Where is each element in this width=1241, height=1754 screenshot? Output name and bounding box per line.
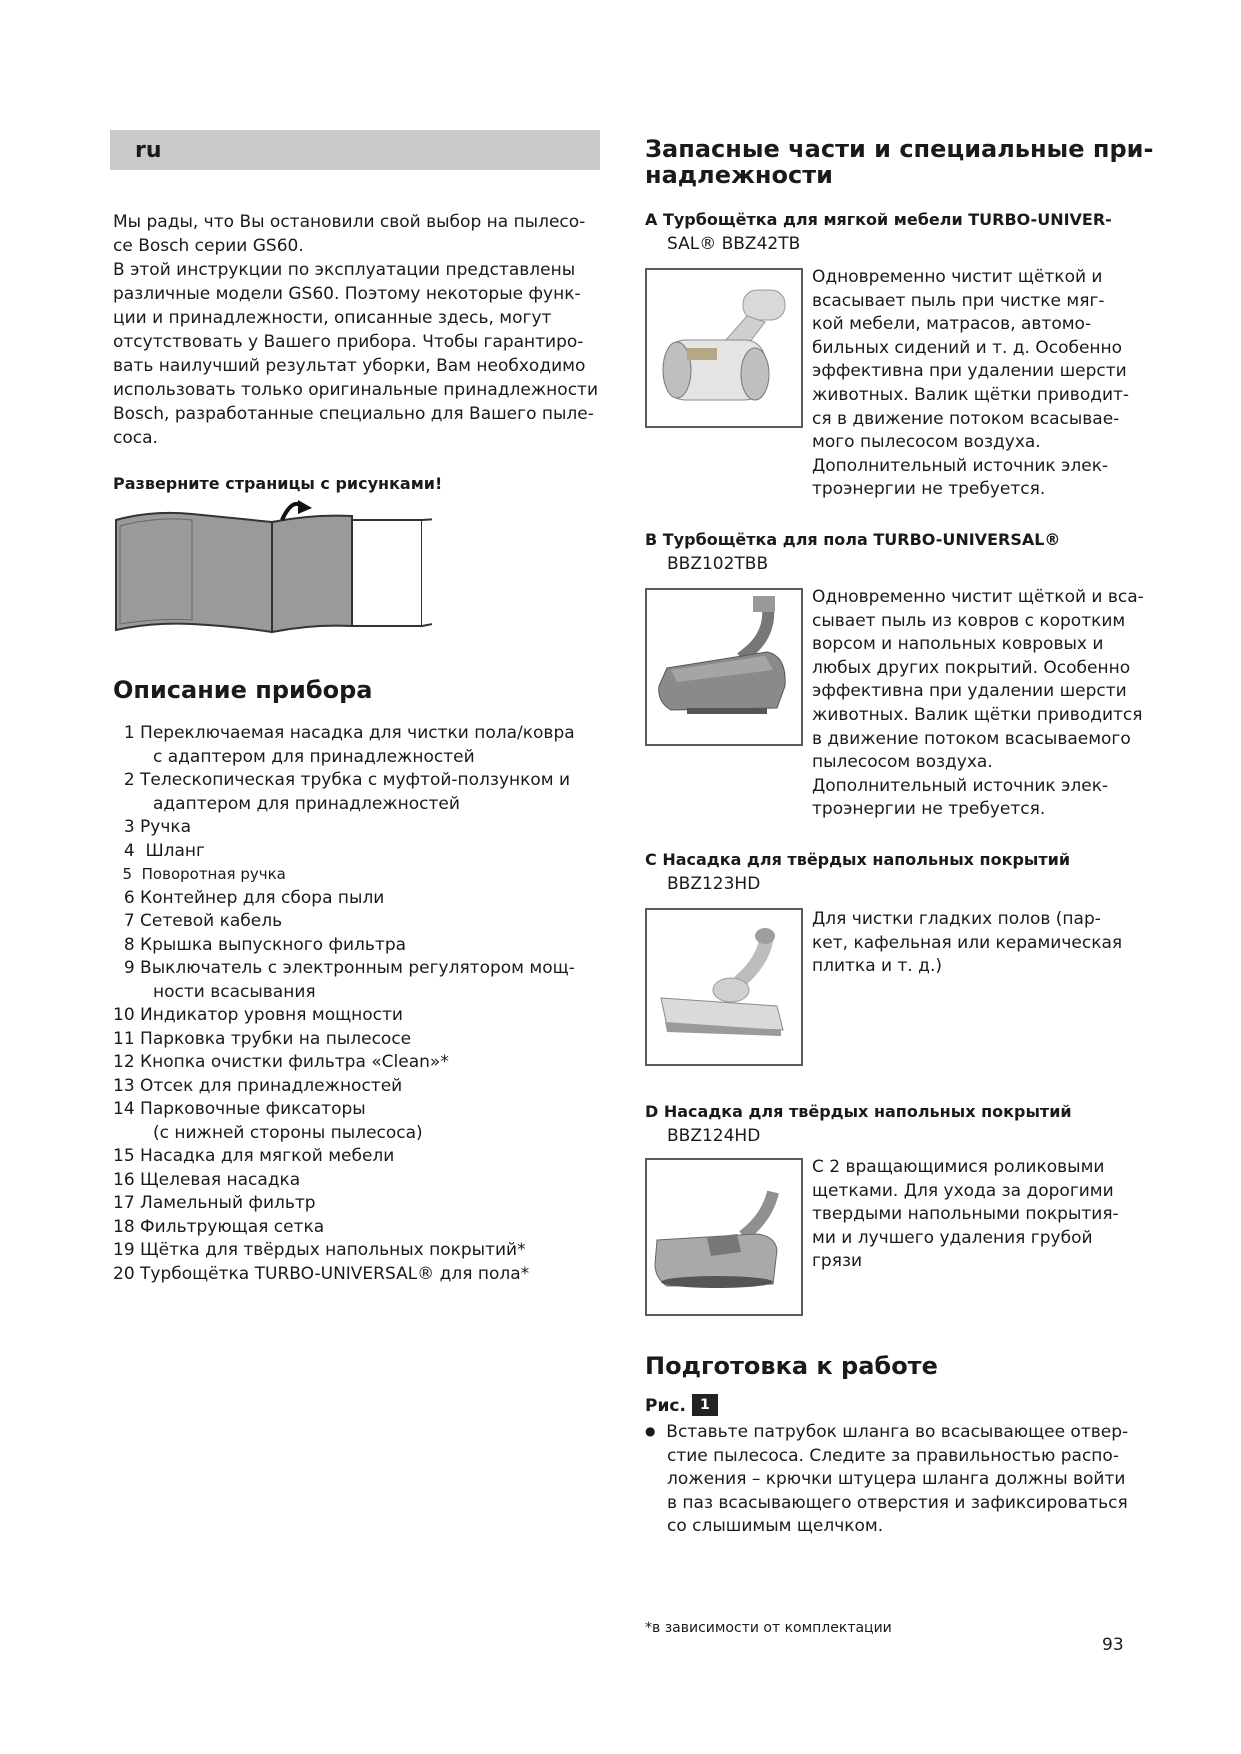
- list-item-continuation: ности всасывания: [153, 981, 316, 1002]
- list-item: 9 Выключатель с электронным регулятором мощ-: [123, 958, 575, 978]
- spare-part-a-heading: [645, 208, 1112, 256]
- intro-line: использовать только оригинальные принадлежности: [113, 380, 598, 400]
- turbo-brush-upholstery-image: [645, 268, 803, 428]
- intro-line: отсутствовать у Вашего прибора. Чтобы гарантиро-: [113, 332, 584, 352]
- list-item: 17 Ламельный фильтр: [113, 1193, 316, 1213]
- spare-part-c-heading: [645, 848, 1070, 896]
- spare-part-model: BBZ123HD: [667, 874, 761, 894]
- spare-part-b-description: Одновременно чистит щёткой и вса- сывает пыль из ковров с коротким ворсом и напольных ковровых и любых других покрытий. Особенно эффективна при удалении шерсти животных. Валик щётки приводится в движение потоком всасываемого пылесосом воздуха. Дополнительный источник элек- троэнергии не требуется.: [812, 587, 1144, 820]
- spare-part-d-description: С 2 вращающимися роликовыми щетками. Для ухода за дорогими твердыми напольными покрытия- ми и лучшего удаления грубой грязи: [812, 1157, 1119, 1272]
- list-item: 7 Сетевой кабель: [123, 911, 283, 931]
- unfold-note: Разверните страницы с рисунками!: [113, 474, 443, 493]
- hard-floor-nozzle-image: [645, 908, 803, 1066]
- intro-line: В этой инструкции по эксплуатации представлены: [113, 260, 576, 280]
- footnote: *в зависимости от комплектации: [645, 1620, 892, 1636]
- list-item-continuation: (с нижней стороны пылесоса): [153, 1122, 423, 1143]
- language-bar: [110, 130, 600, 170]
- spare-parts-title-line: Запасные части и специальные при-: [645, 135, 1154, 163]
- list-item-continuation: адаптером для принадлежностей: [153, 793, 460, 814]
- device-description-title: Описание прибора: [113, 676, 373, 704]
- list-item: 14 Парковочные фиксаторы: [113, 1099, 366, 1119]
- intro-line: Мы рады, что Вы остановили свой выбор на пылесо-: [113, 212, 586, 232]
- intro-line: Bosch, разработанные специально для Вашего пыле-: [113, 404, 594, 424]
- spare-part-a-description: Одновременно чистит щёткой и всасывает пыль при чистке мяг- кой мебели, матрасов, автомо- бильных сидений и т. д. Особенно эффективна при удалении шерсти животных. Валик щётки приводит- ся в движение потоком всасывае- мого пылесосом воздуха. Дополнительный источник элек- троэнергии не требуется.: [812, 267, 1130, 500]
- list-item: 13 Отсек для принадлежностей: [113, 1075, 403, 1096]
- language-code: ru: [135, 138, 162, 163]
- figure-number-badge: 1: [692, 1394, 718, 1416]
- spare-part-model: BBZ102TBB: [667, 554, 769, 574]
- spare-part-b-heading: [645, 528, 1060, 576]
- spare-part-d-heading: [645, 1100, 1072, 1148]
- figure-reference: [645, 1394, 718, 1416]
- list-item: 18 Фильтрующая сетка: [113, 1216, 325, 1237]
- spare-parts-title: [645, 136, 1153, 188]
- list-item: 1 Переключаемая насадка для чистки пола/ковра: [123, 723, 575, 743]
- list-item-continuation: с адаптером для принадлежностей: [153, 746, 475, 767]
- list-item: 2 Телескопическая трубка с муфтой-ползунком и: [123, 770, 571, 790]
- spare-part-c-description: Для чистки гладких полов (пар- кет, кафельная или керамическая плитка и т. д.): [812, 909, 1123, 977]
- device-parts-list: [113, 722, 633, 1286]
- list-item: 16 Щелевая насадка: [113, 1169, 301, 1190]
- intro-line: различные модели GS60. Поэтому некоторые функ-: [113, 284, 581, 304]
- list-item: 6 Контейнер для сбора пыли: [123, 887, 385, 908]
- spare-part-heading-line: B Турбощётка для пола TURBO-UNIVERSAL®: [645, 530, 1061, 549]
- intro-line: се Bosch серии GS60.: [113, 236, 304, 256]
- list-item: 12 Кнопка очистки фильтра «Clean»*: [113, 1052, 449, 1072]
- intro-line: соса.: [113, 428, 158, 448]
- preparation-title: Подготовка к работе: [645, 1352, 938, 1380]
- foldout-pages-illustration: [112, 500, 432, 640]
- spare-parts-title-line: надлежности: [645, 161, 833, 189]
- spare-part-heading-line: C Насадка для твёрдых напольных покрытий: [645, 850, 1071, 869]
- intro-paragraph: [113, 210, 613, 450]
- list-item: 20 Турбощётка TURBO-UNIVERSAL® для пола*: [113, 1263, 530, 1284]
- list-item: 15 Насадка для мягкой мебели: [113, 1146, 395, 1166]
- list-item: 10 Индикатор уровня мощности: [113, 1005, 403, 1025]
- figure-label: Рис.: [645, 1396, 686, 1416]
- spare-part-model: SAL® BBZ42TB: [667, 234, 801, 254]
- intro-line: ции и принадлежности, описанные здесь, могут: [113, 308, 552, 328]
- spare-part-heading-line: D Насадка для твёрдых напольных покрытий: [645, 1102, 1072, 1121]
- list-item: 19 Щётка для твёрдых напольных покрытий*: [113, 1240, 526, 1260]
- bullet-icon: ●: [645, 1424, 656, 1438]
- list-item: 8 Крышка выпускного фильтра: [123, 934, 407, 955]
- list-item: 3 Ручка: [123, 817, 192, 837]
- intro-line: вать наилучший результат уборки, Вам необходимо: [113, 356, 586, 376]
- hard-floor-roller-nozzle-image: [645, 1158, 803, 1316]
- spare-part-model: BBZ124HD: [667, 1126, 761, 1146]
- page-number: 93: [1102, 1635, 1124, 1655]
- turbo-brush-floor-image: [645, 588, 803, 746]
- list-item: 11 Парковка трубки на пылесосе: [113, 1028, 412, 1049]
- list-item: 4 Шланг: [123, 840, 205, 861]
- spare-part-heading-line: A Турбощётка для мягкой мебели TURBO-UNIVER-: [645, 210, 1112, 229]
- preparation-instructions: ● Вставьте патрубок шланга во всасывающее отвер- стие пылесоса. Следите за правильностью распо- ложения – крючки штуцера шланга должны войти в паз всасывающего отверстия и зафиксироваться со слышимым щелчком.: [645, 1422, 1129, 1537]
- list-item: 5 Поворотная ручка: [122, 865, 286, 883]
